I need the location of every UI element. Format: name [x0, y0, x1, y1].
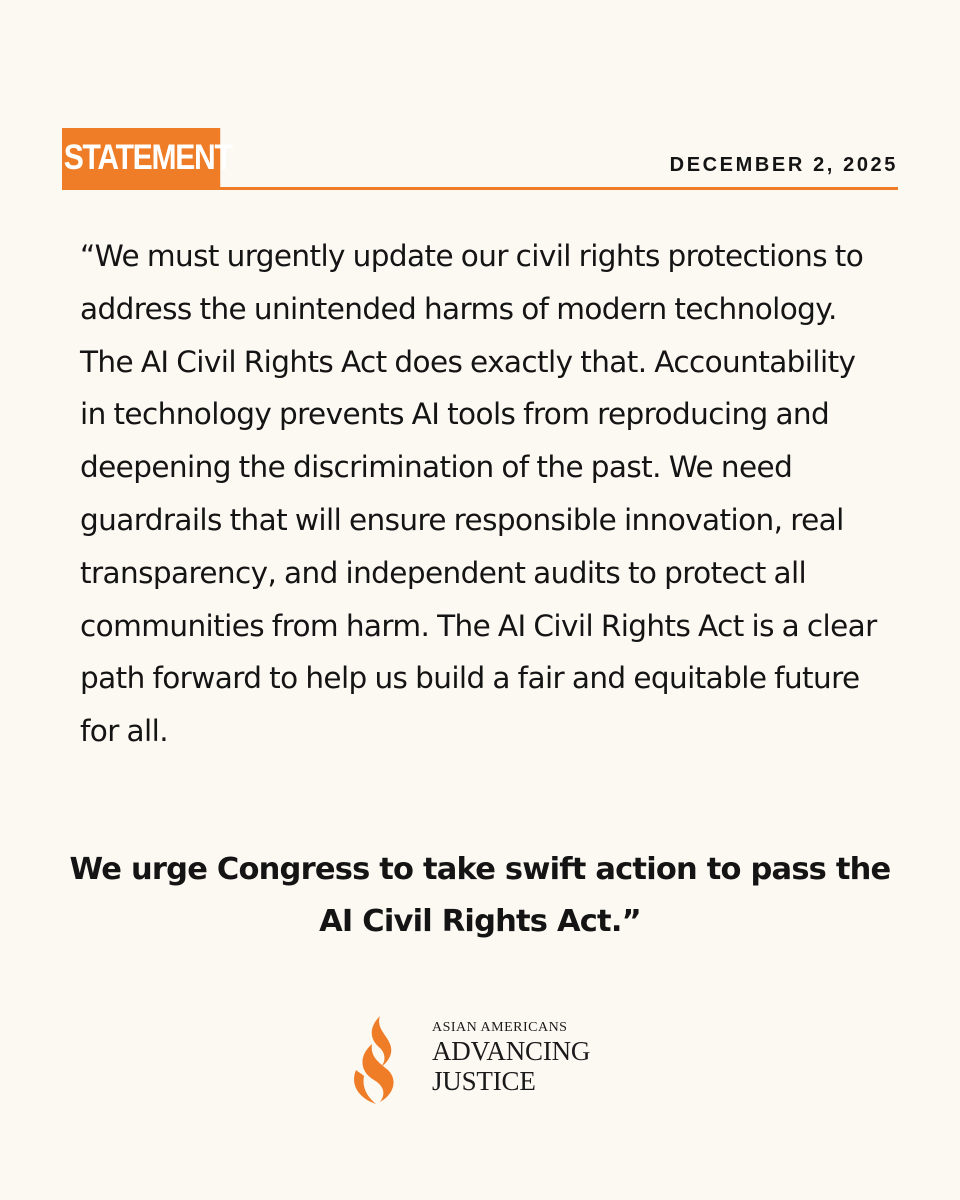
statement-date: DECEMBER 2, 2025: [669, 154, 898, 176]
logo-text-line3: JUSTICE: [432, 1066, 536, 1096]
logo-text-line2: ADVANCING: [432, 1036, 591, 1066]
call-to-action: We urge Congress to take swift action to pass the AI Civil Rights Act.”: [69, 852, 891, 939]
statement-quote: “We must urgently update our civil rights protections to address the unintended harms of modern technology. The AI Civil Rights Act does exactly that. Accountability in technology prevents AI tools from reproducing and deepening the discrimination of the past. We need guardrails that will ensure responsible innovation, real transparency, and independent audits to protect all communities from harm. The AI Civil Rights Act is a clear path forward to help us build a fair and equitable future for all.: [80, 239, 877, 749]
statement-badge: STATEMENT: [62, 128, 220, 188]
logo-text-line1: ASIAN AMERICANS: [432, 1020, 568, 1035]
flame-logo-icon: [350, 1014, 424, 1106]
organization-logo: [350, 1014, 610, 1106]
header-divider: [62, 187, 898, 190]
